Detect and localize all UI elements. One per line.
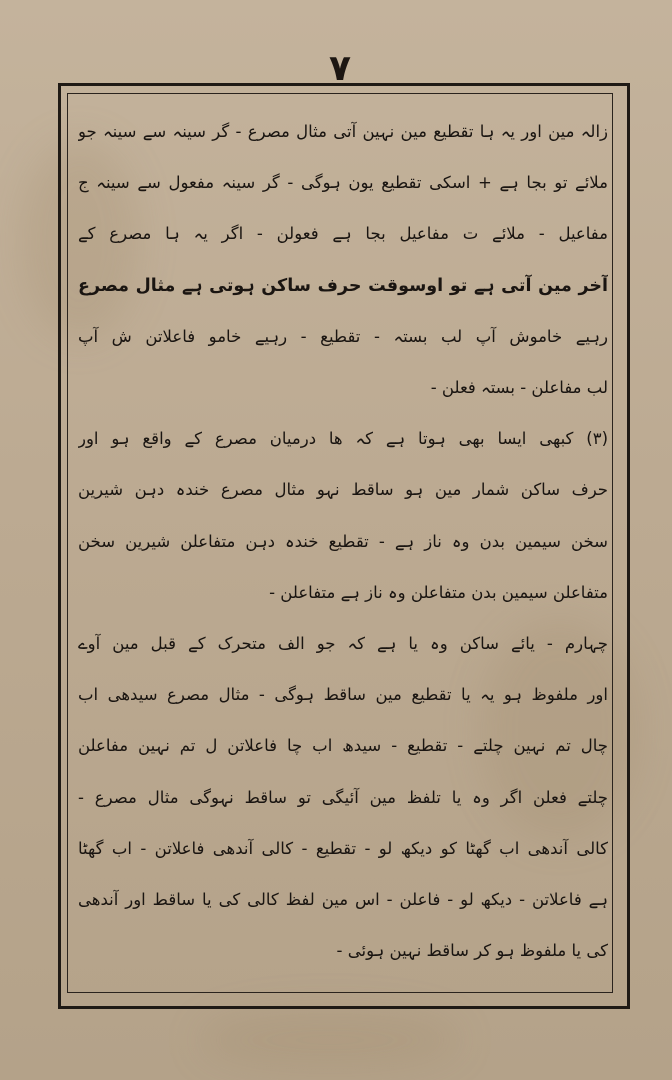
text-line: اور ملفوظ ہو یہ یا تقطیع مین ساقط ہوگی - مثال مصرع سیدھی اب [78,685,608,704]
text-line: کالی آندھی اب گھٹا کو دیکھ لو - تقطیع - کالی آندھی فاعلاتن - اب گھٹا [78,839,608,858]
text-line: ملائے تو بجا ہے + اسکی تقطیع یون ہوگی - گر سینہ مفعول سے سینہ ج [78,173,608,192]
paper-stain [200,1010,460,1070]
text-line: آخر مین آتی ہے تو اوسوقت حرف ساکن ہوتی ہے مثال مصرع [78,276,608,296]
text-line: رہیے خاموش آپ لب بستہ - تقطیع - رہیے خامو فاعلاتن ش آپ [78,327,608,346]
text-line: کی یا ملفوظ ہو کر ساقط نہین ہوئی - [336,941,608,960]
text-line: متفاعلن سیمین بدن متفاعلن وہ ناز ہے متفاعلن - [269,583,608,602]
text-line: زالہ مین اور یہ ہا تقطیع مین نہین آتی مثال مصرع - گر سینہ سے سینہ جو [78,122,608,141]
text-line: چال تم نہین چلتے - تقطیع - سیدھ اب چا فاعلاتن ل تم نہین مفاعلن [78,736,608,755]
page-number: ۷ [329,48,351,89]
text-line: حرف ساکن شمار مین ہو ساقط نہو مثال مصرع خندہ دہن شیرین [78,480,608,499]
text-line: مفاعیل - ملائے ت مفاعیل بجا ہے فعولن - اگر یہ ہا مصرع کے [78,224,608,243]
text-line: (۳) کبھی ایسا بھی ہوتا ہے کہ ھا درمیان مصرع کے واقع ہو اور [78,429,608,448]
text-line: سخن سیمین بدن وہ ناز ہے - تقطیع خندہ دہن متفاعلن شیرین سخن [78,532,608,551]
text-line: لب مفاعلن - بستہ فعلن - [430,378,608,397]
text-line: چہارم - یائے ساکن وہ یا ہے کہ جو الف متحرک کے قبل مین آوے [78,634,608,653]
text-line: چلتے فعلن اگر وہ یا تلفظ مین آئیگی تو ساقط نہوگی مثال مصرع - [78,788,608,807]
text-block [78,110,608,990]
text-line: ہے فاعلاتن - دیکھ لو - فاعلن - اس مین لفظ کالی کی یا ساقط اور آندھی [78,890,608,909]
